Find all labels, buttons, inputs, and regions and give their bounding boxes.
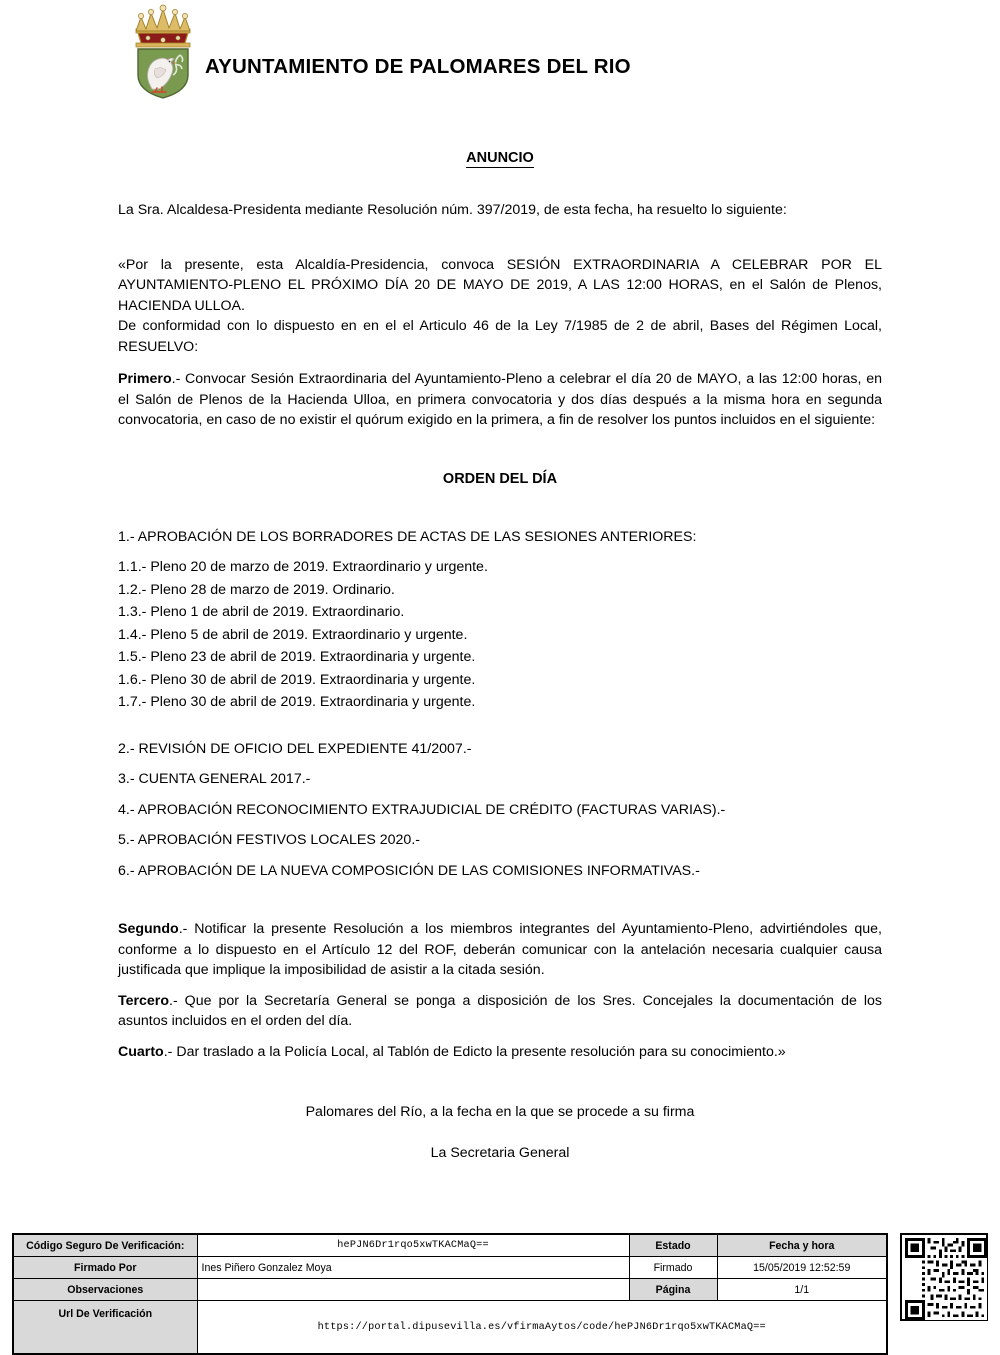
- document-body: [118, 0, 882, 1163]
- value-verification-url[interactable]: https://portal.dipusevilla.es/vfirmaAytos/code/hePJN6Dr1rqo5xwTKACMaQ==: [197, 1301, 887, 1355]
- resolution-cuarto-label: Cuarto: [118, 1043, 164, 1060]
- announcement-title: [118, 0, 882, 166]
- signer-role: La Secretaria General: [430, 1144, 570, 1161]
- quote-paragraph-1: «Por la presente, esta Alcaldía-Presidencia, convoca SESIÓN EXTRAORDINARIA A CELEBRAR POR EL AYUNTAMIENTO-PLENO EL PRÓXIMO DÍA 20 DE MAYO DE 2019, A LAS 12:00 HORAS, en el Salón de Plenos, HACIENDA ULLOA.: [118, 256, 882, 314]
- agenda-heading: ORDEN DEL DÍA: [442, 470, 558, 487]
- agenda-item-4: 4.- APROBACIÓN RECONOCIMIENTO EXTRAJUDICIAL DE CRÉDITO (FACTURAS VARIAS).-: [118, 801, 726, 818]
- label-verification-url: Url De Verificación: [13, 1301, 197, 1355]
- resolution-tercero: [118, 991, 882, 1032]
- value-estado: Firmado: [629, 1257, 717, 1279]
- agenda-item-1: 1.- APROBACIÓN DE LOS BORRADORES DE ACTAS DE LAS SESIONES ANTERIORES:: [118, 528, 697, 545]
- agenda-item-6: 6.- APROBACIÓN DE LA NUEVA COMPOSICIÓN DE LAS COMISIONES INFORMATIVAS.-: [118, 862, 700, 879]
- resolution-cuarto: [118, 1042, 882, 1063]
- table-row-observations: [13, 1279, 887, 1301]
- organization-title: AYUNTAMIENTO DE PALOMARES DEL RIO: [205, 55, 631, 78]
- agenda-item-1-3: 1.3.- Pleno 1 de abril de 2019. Extraordinario.: [118, 604, 405, 620]
- label-fecha-hora: Fecha y hora: [717, 1234, 887, 1257]
- agenda-item-5: 5.- APROBACIÓN FESTIVOS LOCALES 2020.-: [118, 832, 420, 848]
- agenda-item-1-2: 1.2.- Pleno 28 de marzo de 2019. Ordinario.: [118, 581, 395, 598]
- resolution-tercero-label: Tercero: [118, 992, 169, 1009]
- resolution-tercero-text: .- Que por la Secretaría General se ponga a disposición de los Sres. Concejales la documentación de los asuntos incluidos en el orden del día.: [118, 992, 882, 1029]
- resolution-primero-text: .- Convocar Sesión Extraordinaria del Ayuntamiento-Pleno a celebrar el día 20 de MAYO, a las 12:00 horas, en el Salón de Plenos de la Hacienda Ulloa, en primera convocatoria y dos días después a la misma hora en segunda convocatoria, en caso de no existir el quórum exigido en la primera, a fin de resolver los puntos incluidos en el siguiente:: [118, 371, 882, 428]
- qr-code-icon: [900, 1233, 988, 1321]
- value-csv: hePJN6Dr1rqo5xwTKACMaQ==: [197, 1234, 629, 1257]
- quote-paragraph-2: De conformidad con lo dispuesto en en el el Articulo 46 de la Ley 7/1985 de 2 de abril, Bases del Régimen Local, RESUELVO:: [118, 318, 882, 355]
- label-csv: Código Seguro De Verificación:: [13, 1234, 197, 1257]
- value-pagina: 1/1: [717, 1279, 887, 1301]
- value-signed-by: Ines Piñero Gonzalez Moya: [197, 1257, 629, 1279]
- label-observations: Observaciones: [13, 1279, 197, 1301]
- agenda-item-1-5: 1.5.- Pleno 23 de abril de 2019. Extraordinaria y urgente.: [118, 649, 476, 665]
- agenda-list: [118, 527, 882, 882]
- agenda-item-1-1: 1.1.- Pleno 20 de marzo de 2019. Extraordinario y urgente.: [118, 559, 488, 575]
- agenda-item-2: 2.- REVISIÓN DE OFICIO DEL EXPEDIENTE 41/2007.-: [118, 740, 472, 757]
- table-row-signed-by: [13, 1257, 887, 1279]
- table-row-csv: [13, 1234, 887, 1257]
- place-and-date: Palomares del Río, a la fecha en la que se procede a su firma: [305, 1104, 695, 1120]
- agenda-item-1-7: 1.7.- Pleno 30 de abril de 2019. Extraordinaria y urgente.: [118, 694, 476, 710]
- resolution-cuarto-text: .- Dar traslado a la Policía Local, al Tablón de Edicto la presente resolución para su conocimiento.»: [163, 1043, 786, 1060]
- table-row-url: [13, 1301, 887, 1355]
- agenda-item-3: 3.- CUENTA GENERAL 2017.-: [118, 771, 311, 787]
- resolution-segundo-text: .- Notificar la presente Resolución a los miembros integrantes del Ayuntamiento-Pleno, advirtiéndoles que, conforme a lo dispuesto en el Artículo 12 del ROF, deberán comunicar con la antelación necesaria cualquier causa justificada que implique la imposibilidad de asistir a la citada sesión.: [118, 921, 882, 978]
- label-estado: Estado: [629, 1234, 717, 1257]
- resolution-segundo-label: Segundo: [118, 921, 179, 937]
- announcement-title-text: ANUNCIO: [466, 150, 534, 166]
- resolution-primero: [118, 369, 882, 431]
- value-observations: [197, 1279, 629, 1301]
- resolution-segundo: [118, 919, 882, 981]
- label-pagina: Página: [629, 1279, 717, 1301]
- intro-paragraph: La Sra. Alcaldesa-Presidenta mediante Resolución núm. 397/2019, de esta fecha, ha resuelto lo siguiente:: [118, 202, 787, 218]
- value-fecha-hora: 15/05/2019 12:52:59: [717, 1257, 887, 1279]
- verification-footer: [12, 1233, 988, 1355]
- agenda-item-1-4: 1.4.- Pleno 5 de abril de 2019. Extraordinario y urgente.: [118, 626, 468, 643]
- label-signed-by: Firmado Por: [13, 1257, 197, 1279]
- resolution-primero-label: Primero: [118, 371, 172, 387]
- verification-table: [12, 1233, 888, 1355]
- agenda-item-1-6: 1.6.- Pleno 30 de abril de 2019. Extraordinaria y urgente.: [118, 671, 476, 688]
